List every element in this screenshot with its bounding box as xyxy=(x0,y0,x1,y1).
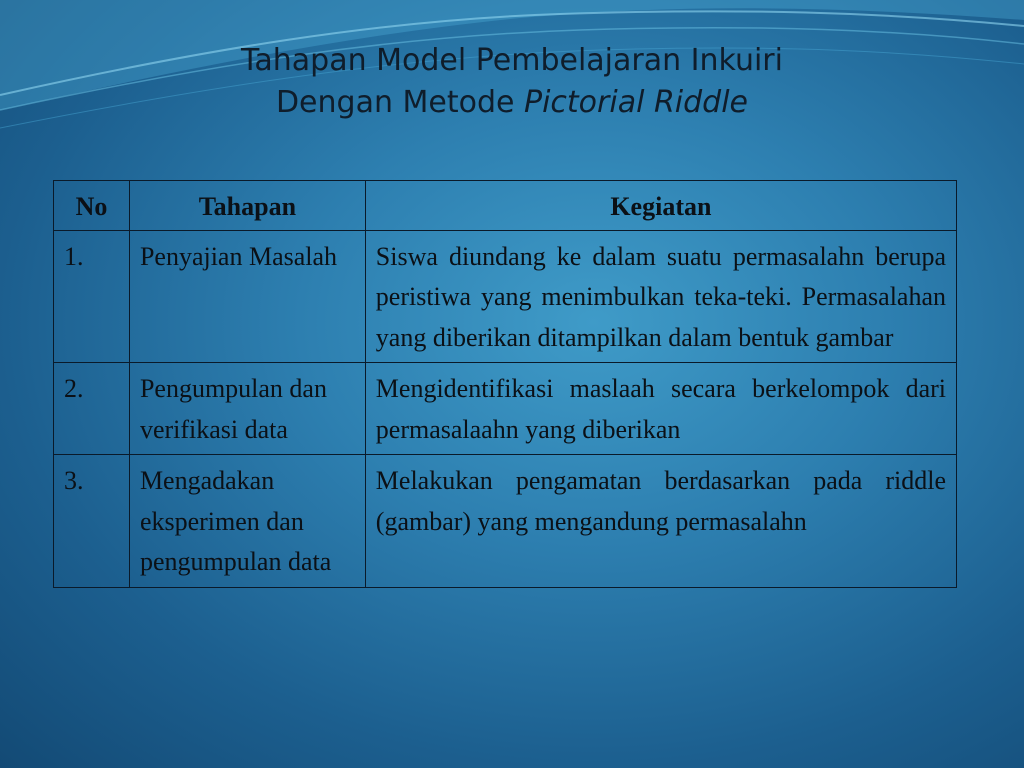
table-row xyxy=(54,230,957,363)
title-line-1: Tahapan Model Pembelajaran Inkuiri xyxy=(241,43,783,78)
table-row xyxy=(54,363,957,455)
inquiry-steps-table xyxy=(53,180,957,588)
row-kegiatan: Siswa diundang ke dalam suatu permasalahn berupa peristiwa yang menimbulkan teka-teki. Permasalahan yang diberikan ditampilkan dalam bentuk gambar xyxy=(365,230,956,363)
slide-title xyxy=(0,40,1024,124)
row-tahapan: Pengumpulan dan verifikasi data xyxy=(129,363,365,455)
row-tahapan: Mengadakan eksperimen dan pengumpulan data xyxy=(129,455,365,588)
title-line-2-italic: Pictorial Riddle xyxy=(524,85,749,120)
title-line-2-plain: Dengan Metode xyxy=(275,85,524,120)
row-tahapan: Penyajian Masalah xyxy=(129,230,365,363)
row-kegiatan: Mengidentifikasi maslaah secara berkelompok dari permasalaahn yang diberikan xyxy=(365,363,956,455)
row-number: 2. xyxy=(54,363,130,455)
header-kegiatan: Kegiatan xyxy=(365,181,956,231)
title-line-2 xyxy=(0,82,1024,124)
header-tahapan: Tahapan xyxy=(129,181,365,231)
row-number: 3. xyxy=(54,455,130,588)
row-number: 1. xyxy=(54,230,130,363)
table-row xyxy=(54,455,957,588)
header-no: No xyxy=(54,181,130,231)
row-kegiatan: Melakukan pengamatan berdasarkan pada riddle (gambar) yang mengandung permasalahn xyxy=(365,455,956,588)
table-header-row xyxy=(54,181,957,231)
